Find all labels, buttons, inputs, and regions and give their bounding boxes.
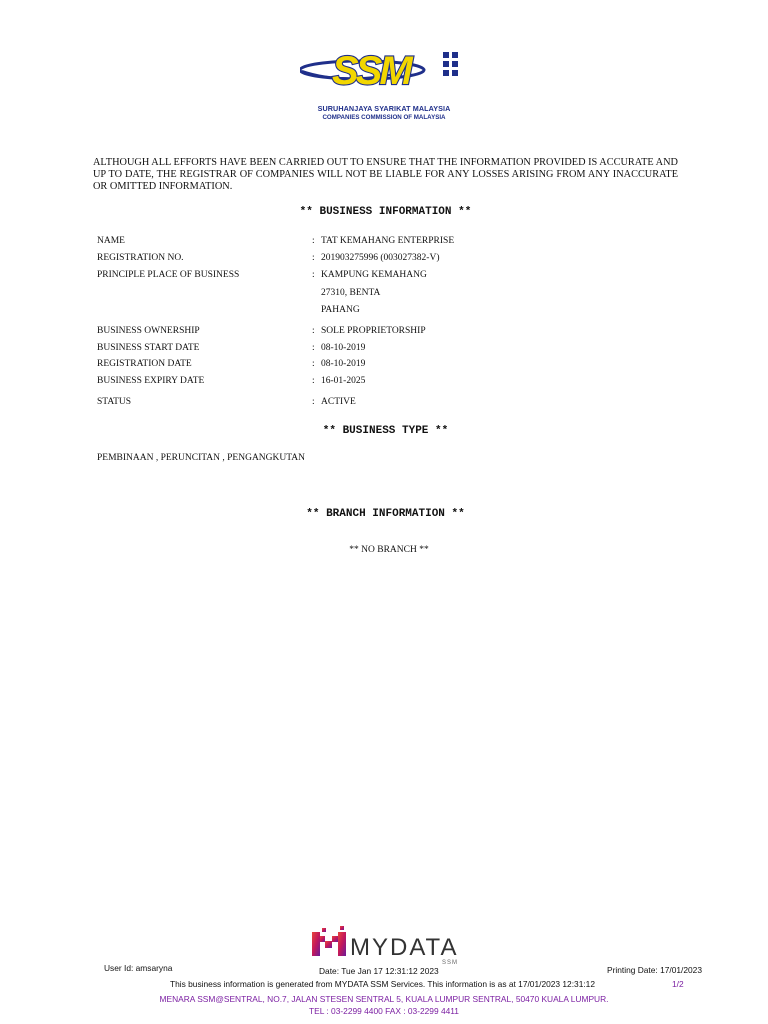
business-expiry-date-label: BUSINESS EXPIRY DATE xyxy=(97,376,205,386)
separator: : xyxy=(312,326,315,336)
mydata-logo xyxy=(310,926,460,966)
separator: : xyxy=(312,343,315,353)
registration-no-label: REGISTRATION NO. xyxy=(97,253,184,263)
address-line-3: PAHANG xyxy=(321,305,360,315)
business-expiry-date-value: 16-01-2025 xyxy=(321,376,366,386)
org-name-english: COMPANIES COMMISSION OF MALAYSIA xyxy=(322,114,446,121)
ssm-logo xyxy=(300,44,470,94)
page-number: 1/2 xyxy=(672,979,684,989)
user-id: User Id: amsaryna xyxy=(104,963,173,973)
generated-note: This business information is generated from MYDATA SSM Services. This information is as at 17/01/2023 12:31:12 xyxy=(170,979,595,989)
registration-no-value: 201903275996 (003027382-V) xyxy=(321,253,440,263)
status-value: ACTIVE xyxy=(321,397,356,407)
mydata-subtext: SSM xyxy=(442,960,459,966)
disclaimer-text: ALTHOUGH ALL EFFORTS HAVE BEEN CARRIED OUT TO ENSURE THAT THE INFORMATION PROVIDED IS ACCURATE AND UP TO DATE, THE REGISTRAR OF COMPANIES WILL NOT BE LIABLE FOR ANY LOSSES ARISING FROM ANY INACCURATE OR OMITTED INFORMATION. xyxy=(93,157,678,192)
business-ownership-label: BUSINESS OWNERSHIP xyxy=(97,326,200,336)
separator: : xyxy=(312,376,315,386)
contact-info: TEL : 03-2299 4400 FAX : 03-2299 4411 xyxy=(309,1006,459,1016)
separator: : xyxy=(312,270,315,280)
mydata-wordmark: MYDATA xyxy=(350,934,459,961)
separator: : xyxy=(312,397,315,407)
office-address: MENARA SSM@SENTRAL, NO.7, JALAN STESEN SENTRAL 5, KUALA LUMPUR SENTRAL, 50470 KUALA LUMPUR. xyxy=(159,994,609,1004)
business-type-heading: ** BUSINESS TYPE ** xyxy=(322,425,449,437)
business-start-date-value: 08-10-2019 xyxy=(321,343,366,353)
report-date: Date: Tue Jan 17 12:31:12 2023 xyxy=(319,966,439,976)
printing-date: Printing Date: 17/01/2023 xyxy=(607,965,702,975)
address-line-2: 27310, BENTA xyxy=(321,288,381,298)
business-type-value: PEMBINAAN , PERUNCITAN , PENGANGKUTAN xyxy=(97,453,306,463)
separator: : xyxy=(312,236,315,246)
ssm-logo-wordmark: SSM xyxy=(332,49,410,93)
principal-place-label: PRINCIPLE PLACE OF BUSINESS xyxy=(97,270,240,280)
no-branch-text: ** NO BRANCH ** xyxy=(349,545,429,555)
business-ownership-value: SOLE PROPRIETORSHIP xyxy=(321,326,426,336)
business-information-heading: ** BUSINESS INFORMATION ** xyxy=(299,206,472,218)
separator: : xyxy=(312,253,315,263)
name-value: TAT KEMAHANG ENTERPRISE xyxy=(321,236,455,246)
separator: : xyxy=(312,359,315,369)
registration-date-label: REGISTRATION DATE xyxy=(97,359,192,369)
registration-date-value: 08-10-2019 xyxy=(321,359,366,369)
name-label: NAME xyxy=(97,236,125,246)
address-line-1: KAMPUNG KEMAHANG xyxy=(321,270,427,280)
org-name-malay: SURUHANJAYA SYARIKAT MALAYSIA xyxy=(317,104,451,113)
business-start-date-label: BUSINESS START DATE xyxy=(97,343,200,353)
status-label: STATUS xyxy=(97,397,132,407)
branch-information-heading: ** BRANCH INFORMATION ** xyxy=(306,508,465,520)
